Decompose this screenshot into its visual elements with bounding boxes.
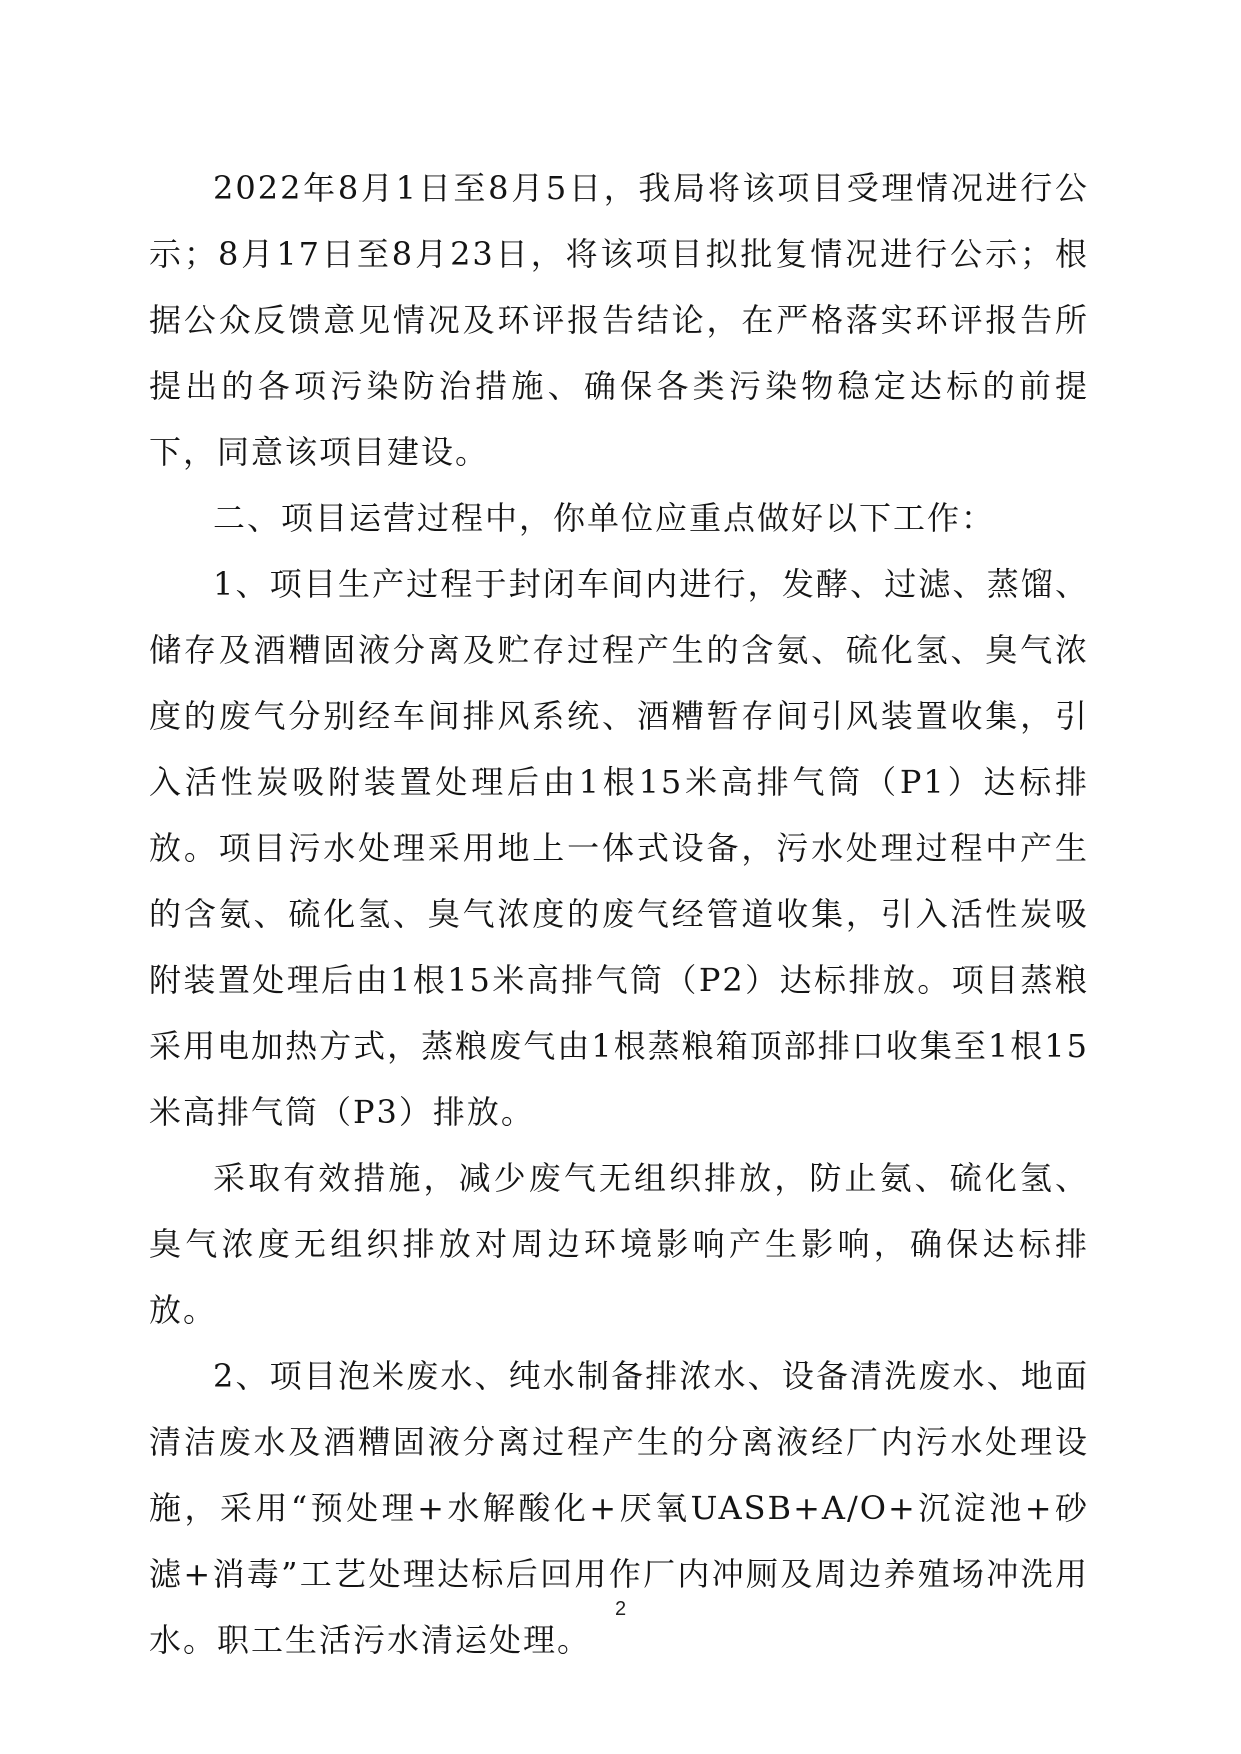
page-number: 2: [614, 1598, 627, 1620]
paragraph-section-two-heading: 二、项目运营过程中，你单位应重点做好以下工作：: [213, 499, 996, 537]
paragraph-item-2-wastewater: 2、项目泡米废水、纯水制备排浓水、设备清洗废水、地面清洁废水及酒糟固液分离过程产生的分离液经厂内污水处理设施，采用“预处理+水解酸化+厌氧UASB+A/O+沉淀池+砂滤+消毒”工艺处理达标后回用作厂内冲厕及周边养殖场冲洗用水。职工生活污水清运处理。: [149, 1357, 1089, 1659]
paragraph-fugitive-emissions: 采取有效措施，减少废气无组织排放，防止氨、硫化氢、臭气浓度无组织排放对周边环境影响产生影响，确保达标排放。: [149, 1159, 1089, 1329]
document-body: [149, 155, 1089, 1673]
paragraph-public-notice: 2022年8月1日至8月5日，我局将该项目受理情况进行公示；8月17日至8月23日，将该项目拟批复情况进行公示；根据公众反馈意见情况及环评报告结论，在严格落实环评报告所提出的各项污染防治措施、确保各类污染物稳定达标的前提下，同意该项目建设。: [149, 169, 1089, 471]
paragraph-item-1-exhaust: 1、项目生产过程于封闭车间内进行，发酵、过滤、蒸馏、储存及酒糟固液分离及贮存过程产生的含氨、硫化氢、臭气浓度的废气分别经车间排风系统、酒糟暂存间引风装置收集，引入活性炭吸附装置处理后由1根15米高排气筒（P1）达标排放。项目污水处理采用地上一体式设备，污水处理过程中产生的含氨、硫化氢、臭气浓度的废气经管道收集，引入活性炭吸附装置处理后由1根15米高排气筒（P2）达标排放。项目蒸粮采用电加热方式，蒸粮废气由1根蒸粮箱顶部排口收集至1根15米高排气筒（P3）排放。: [149, 565, 1089, 1131]
